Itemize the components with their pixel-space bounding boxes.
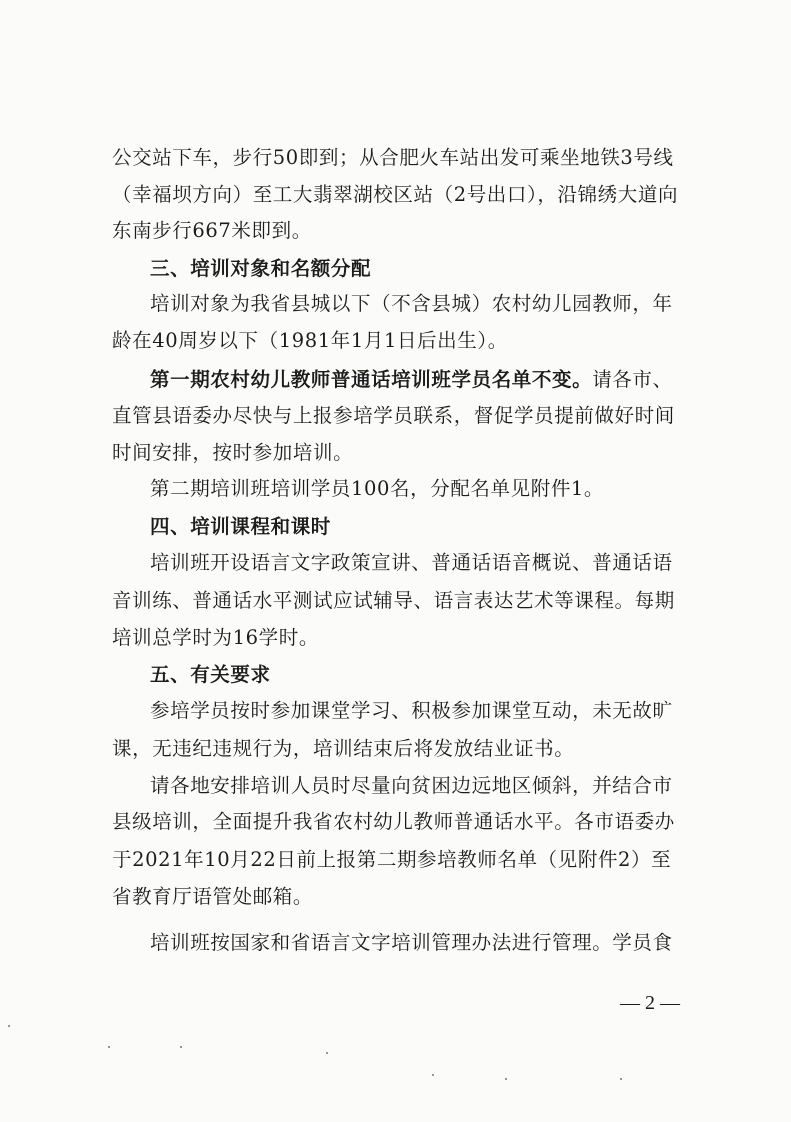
scan-speck	[620, 1078, 622, 1080]
section-heading-3: 三、培训对象和名额分配	[150, 257, 372, 280]
text-line: 培训班开设语言文字政策宣讲、普通话语音概说、普通话语	[150, 551, 673, 574]
text-line: 参培学员按时参加课堂学习、积极参加课堂互动，未无故旷	[150, 699, 673, 722]
text-line: 龄在40周岁以下（1981年1月1日后出生）。	[112, 329, 508, 352]
text-line: 培训班按国家和省语言文字培训管理办法进行管理。学员食	[150, 931, 673, 954]
scan-speck	[432, 1074, 434, 1076]
text-line: 时间安排，按时参加培训。	[112, 441, 354, 464]
text-line: 直管县语委办尽快与上报参培学员联系，督促学员提前做好时间	[112, 404, 675, 427]
section-heading-5: 五、有关要求	[150, 663, 271, 686]
scan-speck	[180, 1046, 182, 1048]
text-line: 县级培训，全面提升我省农村幼儿教师普通话水平。各市语委办	[112, 810, 675, 833]
text-line: 音训练、普通话水平测试应试辅导、语言表达艺术等课程。每期	[112, 589, 675, 612]
scan-speck	[8, 1025, 10, 1027]
scan-speck	[326, 1052, 328, 1054]
text-line: 培训对象为我省县城以下（不含县城）农村幼儿园教师，年	[150, 292, 673, 315]
text-line: 培训总学时为16学时。	[112, 626, 319, 649]
text-line	[150, 365, 702, 395]
text-line: 东南步行667米即到。	[112, 219, 312, 242]
text-line: 请各地安排培训人员时尽量向贫困边远地区倾斜，并结合市	[150, 774, 673, 797]
text-line: 课，无违纪违规行为，培训结束后将发放结业证书。	[112, 737, 575, 760]
page-number: — 2 —	[620, 992, 680, 1014]
inline-text: 请各市、	[592, 368, 673, 391]
section-heading-4: 四、培训课程和课时	[150, 515, 331, 538]
text-line: 第二期培训班培训学员100名，分配名单见附件1。	[150, 477, 605, 500]
bold-text: 第一期农村幼儿教师普通话培训班学员名单不变。	[150, 368, 593, 391]
text-line: 公交站下车，步行50即到；从合肥火车站出发可乘坐地铁3号线	[112, 146, 674, 169]
text-line: 省教育厅语管处邮箱。	[112, 885, 314, 908]
scan-speck	[108, 1046, 110, 1048]
text-line: （幸福坝方向）至工大翡翠湖校区站（2号出口），沿锦绣大道向	[112, 183, 679, 206]
scan-speck	[505, 1078, 507, 1080]
text-line: 于2021年10月22日前上报第二期参培教师名单（见附件2）至	[112, 848, 672, 871]
